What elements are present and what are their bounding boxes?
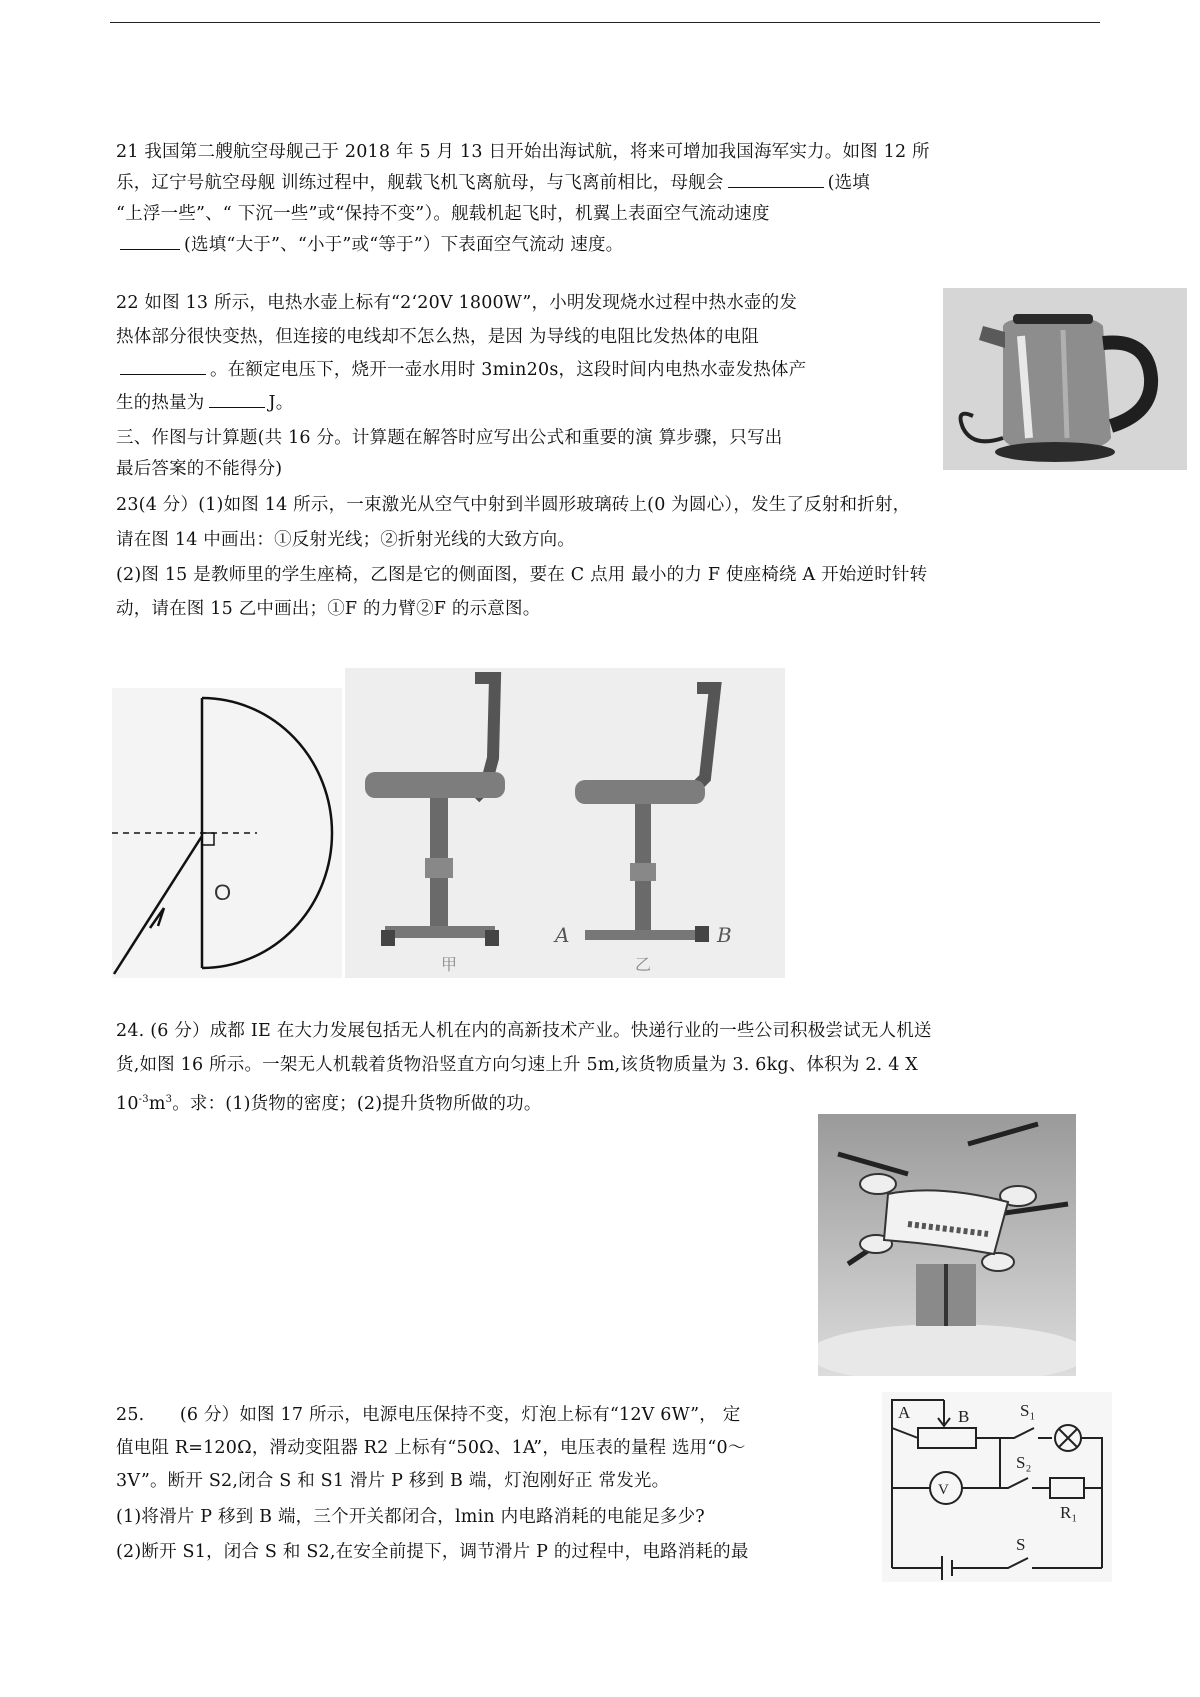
- drone-photo: [818, 1114, 1076, 1376]
- q24-line-3: [116, 1084, 542, 1120]
- label-a: A: [898, 1403, 911, 1422]
- q22-line-4-text: 生的热量为: [116, 393, 205, 413]
- q21-line-3: “上浮一些”、“ 下沉一些”或“保持不变”）。舰载机起飞时，机翼上表面空气流动速度: [116, 204, 770, 224]
- q24-line-2: 货,如图 16 所示。一架无人机载着货物沿竖直方向匀速上升 5m,该货物质量为 3. 6kg、体积为 2. 4 X: [116, 1055, 918, 1075]
- q22-line-3-text: 。在额定电压下，烧开一壶水用时 3min20s，这段时间内电热水壶发热体产: [210, 360, 807, 380]
- label-s: S: [1016, 1535, 1026, 1554]
- q22-line-4-tail: J。: [268, 393, 294, 413]
- q23-line-1: 23(4 分）(1)如图 14 所示，一束激光从空气中射到半圆形玻璃砖上(0 为圆心），发生了反射和折射，: [116, 495, 911, 515]
- q21-line-2-text: 乐，辽宁号航空母舰 训练过程中，舰载飞机飞离航母，与飞离前相比，母舰会: [116, 173, 724, 193]
- figure-14-glass-block: [112, 688, 342, 978]
- q24-line-1: 24. (6 分）成都 IE 在大力发展包括无人机在内的高新技术产业。快递行业的一些公司积极尝试无人机送: [116, 1021, 932, 1041]
- q25-line-2: 值电阻 R=120Ω，滑动变阻器 R2 上标有“50Ω、1A”，电压表的量程 选用“0〜: [116, 1438, 746, 1458]
- answer-blank[interactable]: [728, 171, 824, 188]
- q22-line-1: 22 如图 13 所示，电热水壶上标有“2‘20V 1800W”，小明发现烧水过程中热水壶的发: [116, 293, 798, 313]
- q23-line-2: 请在图 14 中画出：①反射光线；②折射光线的大致方向。: [116, 530, 575, 550]
- label-b: B: [958, 1407, 970, 1426]
- q23-line-4: 动，请在图 15 乙中画出；①F 的力臂②F 的示意图。: [116, 599, 541, 619]
- q24-unit: m: [148, 1093, 166, 1114]
- section-3-line-2: 最后答案的不能得分): [116, 459, 283, 479]
- q23-line-3: (2)图 15 是教师里的学生座椅，乙图是它的侧面图，要在 C 点用 最小的力 F 使座椅绕 A 开始逆时针转: [116, 565, 928, 585]
- label-s2: S₂: [1016, 1453, 1032, 1472]
- q24-number: 10: [116, 1093, 139, 1114]
- chair-yi-label: 乙: [635, 955, 652, 974]
- q21-line-4-text: (选填“大于”、“小于”或“等于”）下表面空气流动 速度。: [184, 235, 624, 255]
- q21-line-2: [116, 168, 870, 199]
- chair-jia-label: 甲: [441, 955, 458, 974]
- q22-line-3: [116, 355, 806, 386]
- q21-line-2-tail: (选填: [827, 173, 870, 193]
- answer-blank[interactable]: [120, 358, 206, 375]
- center-label: O: [214, 880, 232, 905]
- q25-line-5: (2)断开 S1，闭合 S 和 S2,在安全前提下，调节滑片 P 的过程中，电路消耗的最: [116, 1542, 749, 1562]
- q25-line-1: 25. (6 分）如图 17 所示，电源电压保持不变，灯泡上标有“12V 6W”， 定: [116, 1405, 741, 1425]
- q21-line-1: 21 我国第二艘航空母舰己于 2018 年 5 月 13 日开始出海试航，将来可增加我国海军实力。如图 12 所: [116, 142, 930, 162]
- answer-blank[interactable]: [209, 391, 265, 408]
- kettle-photo: [943, 288, 1187, 470]
- q21-line-4: [116, 230, 623, 261]
- label-r1: R₁: [1060, 1503, 1078, 1522]
- point-b-label: B: [717, 923, 732, 947]
- q25-line-3: 3V”。断开 S2,闭合 S 和 S1 滑片 P 移到 B 端，灯泡刚好正 常发光。: [116, 1471, 670, 1491]
- figure-17-circuit: [882, 1392, 1112, 1582]
- q24-unit-exponent: 3: [165, 1094, 173, 1105]
- answer-blank[interactable]: [120, 233, 180, 250]
- section-3-line-1: 三、作图与计算题(共 16 分。计算题在解答时应写出公式和重要的演 算步骤，只写出: [116, 428, 783, 448]
- q25-line-4: (1)将滑片 P 移到 B 端，三个开关都闭合，lmin 内电路消耗的电能足多少?: [116, 1507, 705, 1527]
- q24-exponent: -3: [138, 1094, 149, 1105]
- label-s1: S₁: [1020, 1401, 1036, 1420]
- q24-line-3-text: 。求：(1)货物的密度；(2)提升货物所做的功。: [172, 1093, 542, 1114]
- header-rule: [110, 22, 1100, 23]
- figure-15-chair-photos: [345, 668, 785, 978]
- label-v: V: [938, 1482, 949, 1498]
- point-a-label: A: [555, 923, 570, 947]
- q22-line-2: 热体部分很快变热，但连接的电线却不怎么热，是因 为导线的电阻比发热体的电阻: [116, 327, 759, 347]
- q22-line-4: [116, 388, 293, 419]
